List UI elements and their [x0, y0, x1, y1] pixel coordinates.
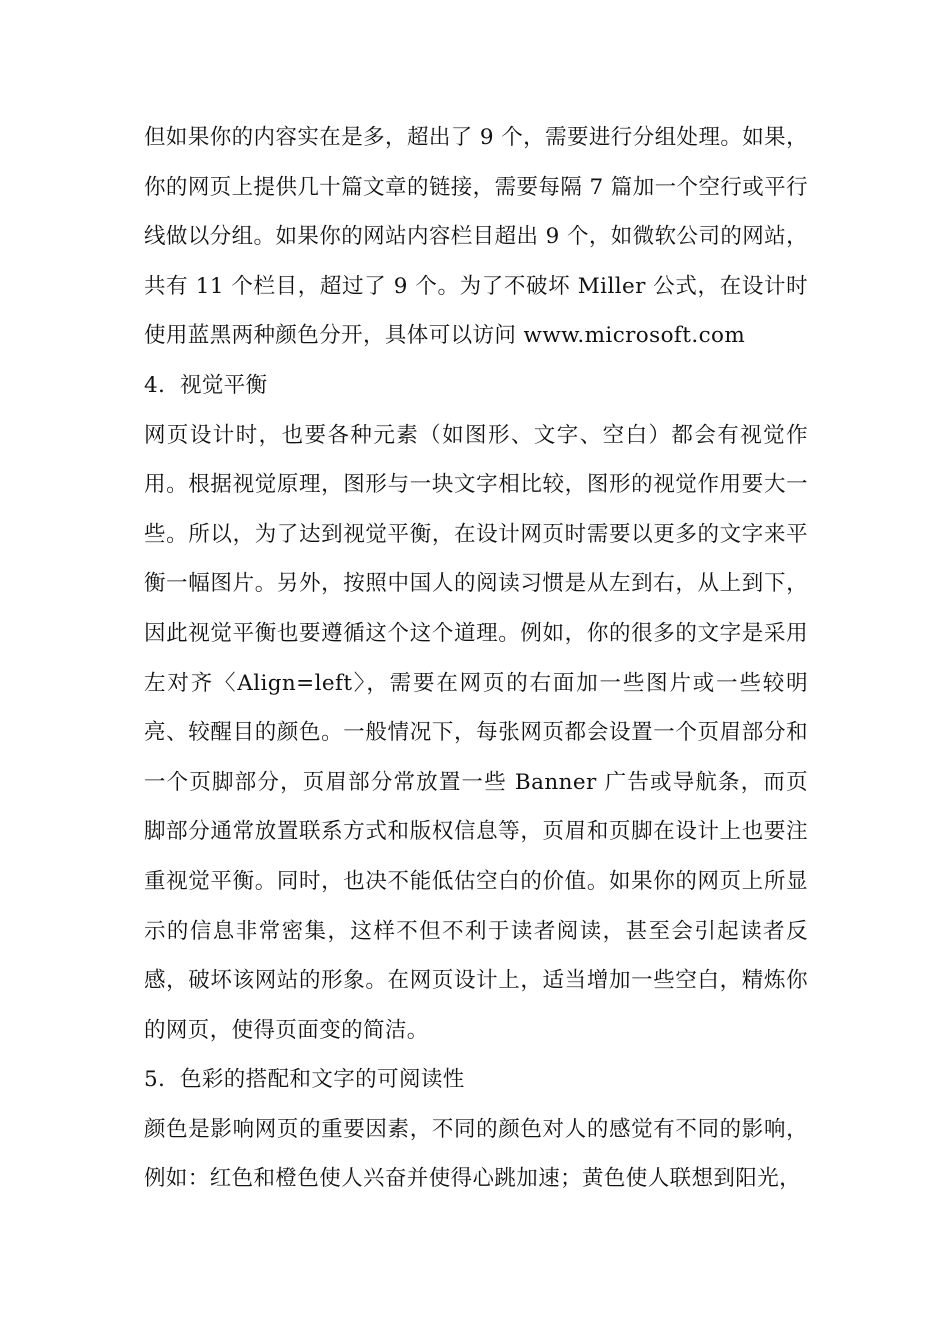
- paragraph-visual-balance: 网页设计时，也要各种元素（如图形、文字、空白）都会有视觉作用。根据视觉原理，图形与一块文字相比较，图形的视觉作用要大一些。所以，为了达到视觉平衡，在设计网页时需要以更多的文字来平衡一幅图片。另外，按照中国人的阅读习惯是从左到右，从上到下，因此视觉平衡也要遵循这个这个道理。例如，你的很多的文字是采用左对齐〈Align=left〉，需要在网页的右面加一些图片或一些较明亮、较醒目的颜色。一般情况下，每张网页都会设置一个页眉部分和一个页脚部分，页眉部分常放置一些 Banner 广告或导航条，而页脚部分通常放置联系方式和版权信息等，页眉和页脚在设计上也要注重视觉平衡。同时，也决不能低估空白的价值。如果你的网页上所显示的信息非常密集，这样不但不利于读者阅读，甚至会引起读者反感，破坏该网站的形象。在网页设计上，适当增加一些空白，精炼你的网页，使得页面变的简洁。: [144, 422, 808, 1043]
- section-heading-visual-balance: 4．视觉平衡: [144, 372, 268, 398]
- section-heading-color-readability: 5．色彩的搭配和文字的可阅读性: [144, 1067, 465, 1093]
- document-page: [144, 113, 808, 1204]
- paragraph-grouping: 但如果你的内容实在是多，超出了 9 个，需要进行分组处理。如果，你的网页上提供几十篇文章的链接，需要每隔 7 篇加一个空行或平行线做以分组。如果你的网站内容栏目超出 9 个，如微软公司的网站，共有 11 个栏目，超过了 9 个。为了不破坏 Miller 公式，在设计时使用蓝黑两种颜色分开，具体可以访问 www.microsoft.com: [144, 125, 808, 349]
- paragraph-color: 颜色是影响网页的重要因素，不同的颜色对人的感觉有不同的影响，例如：红色和橙色使人兴奋并使得心跳加速；黄色使人联想到阳光，: [144, 1116, 808, 1192]
